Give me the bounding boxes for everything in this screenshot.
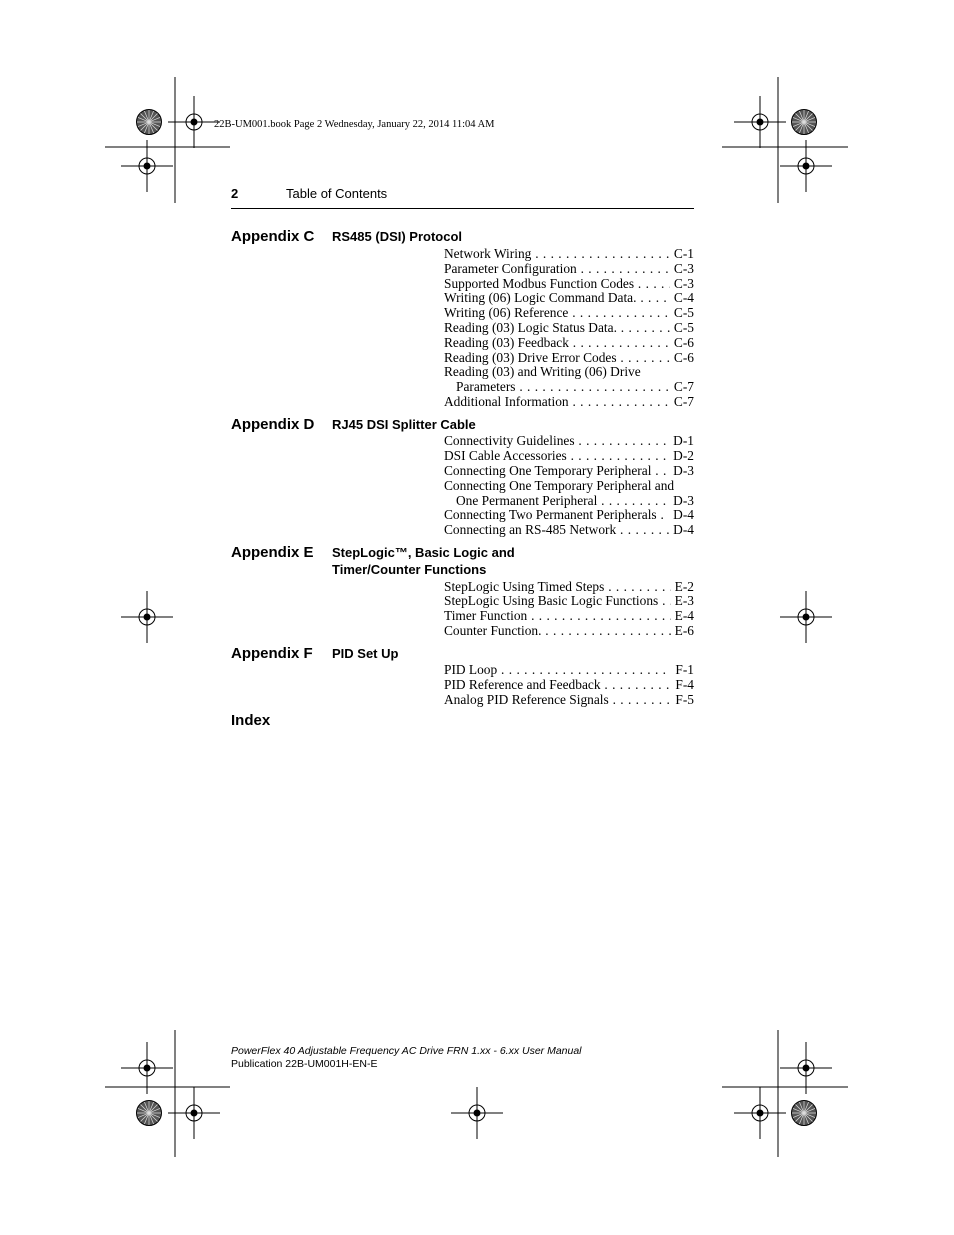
toc-entry[interactable]: Network Wiring . . . C-1 (444, 246, 694, 261)
toc-entry[interactable]: StepLogic Using Basic Logic Functions . . . E-3 (444, 593, 694, 608)
toc-entry-line1[interactable]: Connecting One Temporary Peripheral and (444, 478, 675, 493)
appendix-f-title: PID Set Up (332, 646, 399, 661)
toc-entry[interactable]: One Permanent Peripheral . . . D-3 (456, 493, 694, 508)
appendix-e-title-line2: Timer/Counter Functions (332, 562, 487, 577)
toc-entry[interactable]: Reading (03) Feedback . . . C-6 (444, 335, 694, 350)
toc-entry[interactable]: Connectivity Guidelines . . . D-1 (444, 433, 694, 448)
toc-entry[interactable]: Analog PID Reference Signals . . . F-5 (444, 692, 694, 707)
toc-entry[interactable]: Timer Function . . . E-4 (444, 608, 694, 623)
print-slug-line: 22B-UM001.book Page 2 Wednesday, January 22, 2014 11:04 AM (214, 119, 495, 130)
appendix-d-label: Appendix D (231, 416, 315, 433)
appendix-e-label: Appendix E (231, 544, 314, 561)
toc-entry[interactable]: Supported Modbus Function Codes . . . C-3 (444, 276, 694, 291)
toc-entry[interactable]: DSI Cable Accessories . . . D-2 (444, 448, 694, 463)
toc-entry[interactable]: Counter Function. . . . E-6 (444, 623, 694, 638)
header-rule (231, 208, 694, 209)
appendix-f-label: Appendix F (231, 645, 313, 662)
appendix-d-title: RJ45 DSI Splitter Cable (332, 417, 476, 432)
toc-entry-line1[interactable]: Reading (03) and Writing (06) Drive (444, 364, 641, 379)
page-number: 2 (231, 186, 239, 201)
toc-entry[interactable]: PID Reference and Feedback . . . F-4 (444, 677, 694, 692)
footer-publication: Publication 22B-UM001H-EN-E (231, 1058, 378, 1070)
running-header-title: Table of Contents (286, 186, 388, 201)
toc-entry[interactable]: Connecting Two Permanent Peripherals . . . D-4 (444, 507, 694, 522)
appendix-e-title (332, 544, 582, 578)
toc-entry[interactable]: Writing (06) Reference . . . C-5 (444, 305, 694, 320)
footer-manual-title: PowerFlex 40 Adjustable Frequency AC Drive FRN 1.xx - 6.xx User Manual (231, 1045, 582, 1057)
toc-entry[interactable]: Reading (03) Drive Error Codes . . . C-6 (444, 350, 694, 365)
toc-entry[interactable]: Writing (06) Logic Command Data. . . . C-4 (444, 290, 694, 305)
appendix-c-title: RS485 (DSI) Protocol (332, 229, 463, 244)
toc-entry[interactable]: Connecting One Temporary Peripheral . . . D-3 (444, 463, 694, 478)
toc-entry[interactable]: Parameters . . . C-7 (456, 379, 694, 394)
toc-entry[interactable]: PID Loop . . . F-1 (444, 662, 694, 677)
toc-entry[interactable]: StepLogic Using Timed Steps . . . E-2 (444, 579, 694, 594)
toc-entry[interactable]: Additional Information . . . C-7 (444, 394, 694, 409)
appendix-c-label: Appendix C (231, 228, 315, 245)
toc-entry[interactable]: Connecting an RS-485 Network . . . D-4 (444, 522, 694, 537)
appendix-e-title-line1: StepLogic™, Basic Logic and (332, 545, 515, 560)
toc-entry[interactable]: Parameter Configuration . . . C-3 (444, 261, 694, 276)
index-heading[interactable]: Index (231, 712, 271, 729)
toc-entry[interactable]: Reading (03) Logic Status Data. . . . C-5 (444, 320, 694, 335)
